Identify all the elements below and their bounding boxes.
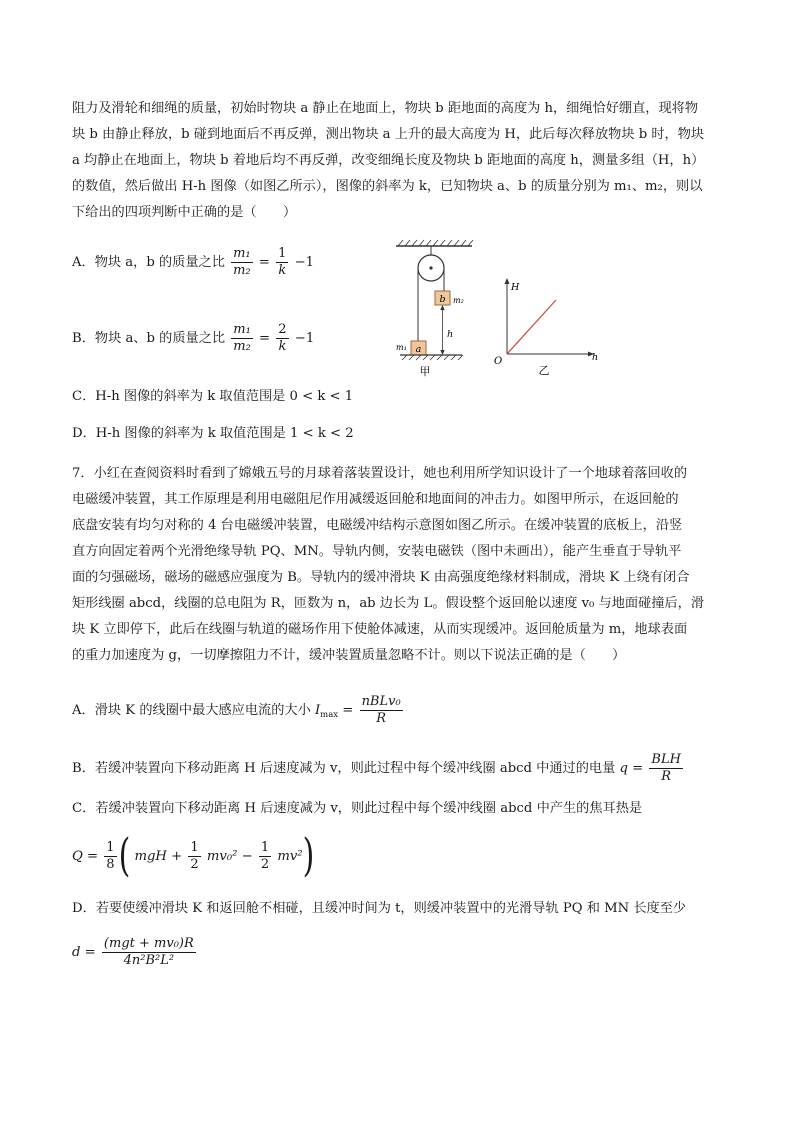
q6-intro-line: 下给出的四项判断中正确的是（ ） (72, 205, 297, 220)
h-h-line (507, 300, 556, 354)
ceiling-hatch (398, 240, 473, 246)
fraction-denominator: R (661, 769, 672, 784)
fraction-numerator: m₁ (233, 322, 251, 337)
q7-line: 7．小红在查阅资料时看到了嫦娥五号的月球着落装置设计，她也利用所学知识设计了一个地球着落回收的 (72, 466, 688, 481)
equals-sign: = (258, 255, 270, 270)
q6-option-c: C．H-h 图像的斜率为 k 取值范围是 0 < k < 1 (72, 389, 354, 404)
equals-sign: = (632, 761, 644, 776)
equals-sign: = (84, 945, 96, 960)
block-a-label: a (415, 344, 422, 355)
fraction-denominator: 2 (260, 857, 270, 872)
equals-sign: = (259, 331, 271, 346)
q6-option-d: D．H-h 图像的斜率为 k 取值范围是 1 < k < 2 (72, 426, 354, 441)
fraction-numerator: 1 (106, 840, 115, 855)
y-axis-label: H (511, 282, 520, 293)
fraction-half-2 (259, 840, 271, 873)
fraction-denominator: m₂ (233, 339, 251, 354)
current-subscript: max (320, 710, 339, 720)
q7-stem (72, 461, 722, 669)
m1-label: m₁ (396, 343, 407, 352)
q6-option-a (72, 246, 314, 279)
q6-option-b (72, 322, 314, 355)
fraction-half-1 (188, 840, 200, 873)
figure-jia-caption: 甲 (419, 365, 431, 378)
q7-option-d-fraction (102, 936, 196, 969)
q7-option-b-text: B．若缓冲装置向下移动距离 H 后速度减为 v，则此过程中每个缓冲线圈 abcd 中通过的电量 (72, 761, 616, 776)
q7-line: 矩形线圈 abcd，线圈的总电阻为 R，匝数为 n，ab 边长为 L。假设整个返回舱以速度 v₀ 与地面碰撞后，滑 (72, 596, 705, 611)
current-symbol: I (314, 703, 321, 718)
q6-intro-line: 的数值，然后做出 H-h 图像（如图乙所示），图像的斜率为 k，已知物块 a、b 的质量分别为 m₁、m₂，则以 (72, 179, 703, 194)
m2-label: m₂ (453, 296, 464, 305)
q7-option-b-fraction (649, 752, 683, 785)
term-mv-squared: mv² (277, 849, 303, 864)
right-paren: ) (302, 829, 315, 882)
fraction-denominator: k (278, 339, 287, 354)
fraction-one-eighth (104, 840, 116, 873)
ground-hatch (402, 355, 463, 360)
term-mgh: mgH + (134, 849, 183, 864)
q6-option-b-rhs-fraction (276, 322, 288, 355)
fraction-numerator: BLH (651, 752, 681, 767)
figure-yi-graph (490, 276, 602, 378)
fraction-numerator: 1 (190, 840, 199, 855)
q7-line: 底盘安装有均匀对称的 4 台电磁缓冲装置，电磁缓冲结构示意图如图乙所示。在缓冲装置的底板上，沿竖 (72, 518, 683, 533)
q7-option-d-text: D．若要使缓冲滑块 K 和返回舱不相碰，且缓冲时间为 t，则缓冲装置中的光滑导轨 PQ 和 MN 长度至少 (72, 901, 687, 916)
block-b-label: b (439, 294, 446, 305)
fraction-denominator: k (278, 263, 287, 278)
q7-option-a (72, 694, 405, 727)
term-mv0-squared: mv₀² − (206, 849, 253, 864)
formula-tail: −1 (294, 255, 315, 270)
q7-option-a-text: A．滑块 K 的线圈中最大感应电流的大小 (72, 703, 315, 718)
x-axis-label: h (592, 352, 599, 363)
pulley-axle (429, 266, 432, 269)
fraction-numerator: 1 (260, 840, 270, 855)
fraction-denominator: 4n²B²L² (123, 953, 175, 968)
formula-tail: −1 (294, 331, 315, 346)
q7-line: 电磁缓冲装置，其工作原理是利用电磁阻尼作用减缓返回舱和地面间的冲击力。如图甲所示，在返回舱的 (72, 492, 679, 507)
fraction-numerator: 2 (278, 322, 287, 337)
q6-option-a-lhs-fraction (231, 246, 253, 279)
fraction-denominator: 8 (106, 857, 115, 872)
figure-yi-caption: 乙 (538, 364, 550, 377)
left-paren: ( (118, 829, 131, 882)
q7-option-c-formula (72, 829, 315, 882)
q7-option-d-formula (72, 936, 198, 969)
fraction-denominator: 2 (190, 857, 199, 872)
fraction-denominator: R (376, 711, 387, 726)
fraction-numerator: (mgt + mv₀)R (103, 936, 194, 951)
q6-option-a-rhs-fraction (276, 246, 288, 279)
q7-option-a-fraction (360, 694, 403, 727)
q7-option-c-text: C．若缓冲装置向下移动距离 H 后速度减为 v，则此过程中每个缓冲线圈 abcd 中产生的焦耳热是 (72, 801, 643, 816)
h-label: h (447, 329, 454, 340)
q6-option-a-text: A．物块 a，b 的质量之比 (72, 255, 225, 270)
q7-line: 的重力加速度为 g，一切摩擦阻力不计，缓冲装置质量忽略不计。则以下说法正确的是（ ） (72, 648, 626, 663)
q6-intro-line: 块 b 由静止释放，b 碰到地面后不再反弹，测出物块 a 上升的最大高度为 H，此后每次释放物块 b 时，物块 (72, 127, 705, 142)
q6-intro-line: a 均静止在地面上，物块 b 着地后均不再反弹，改变细绳长度及物块 b 距地面的高度 h，测量多组（H，h） (72, 153, 705, 168)
q7-option-b (72, 752, 685, 785)
fraction-denominator: m₂ (233, 263, 251, 278)
fraction-numerator: nBLv₀ (361, 694, 401, 709)
fraction-numerator: 1 (278, 246, 287, 261)
origin-label: O (494, 356, 503, 367)
figure-jia-pulley (390, 238, 490, 380)
h-arrow-up (440, 305, 444, 310)
q6-intro (72, 96, 722, 226)
q6-option-b-text: B．物块 a、b 的质量之比 (72, 331, 226, 346)
q7-line: 直方向固定着两个光滑绝缘导轨 PQ、MN。导轨内侧，安装电磁铁（图中未画出），能产生垂直于导轨平 (72, 544, 682, 559)
equals-sign: = (342, 703, 354, 718)
q6-option-b-lhs-fraction (231, 322, 253, 355)
q7-line: 块 K 立即停下，此后在线圈与轨道的磁场作用下使舱体减速，从而实现缓冲。返回舱质量为 m，地球表面 (72, 622, 688, 637)
equals-sign: = (87, 849, 99, 864)
heat-symbol: Q (72, 849, 83, 864)
h-arrow-down (440, 350, 444, 355)
q6-intro-line: 阻力及滑轮和细绳的质量，初始时物块 a 静止在地面上，物块 b 距地面的高度为 h，细绳恰好绷直，现将物 (72, 101, 699, 116)
length-symbol: d (72, 945, 81, 960)
fraction-numerator: m₁ (233, 246, 251, 261)
q7-line: 面的匀强磁场，磁场的磁感应强度为 B。导轨内的缓冲滑块 K 由高强度绝缘材料制成，滑块 K 上绕有闭合 (72, 570, 690, 585)
charge-symbol: q (619, 761, 628, 776)
y-axis-arrow (505, 278, 510, 284)
